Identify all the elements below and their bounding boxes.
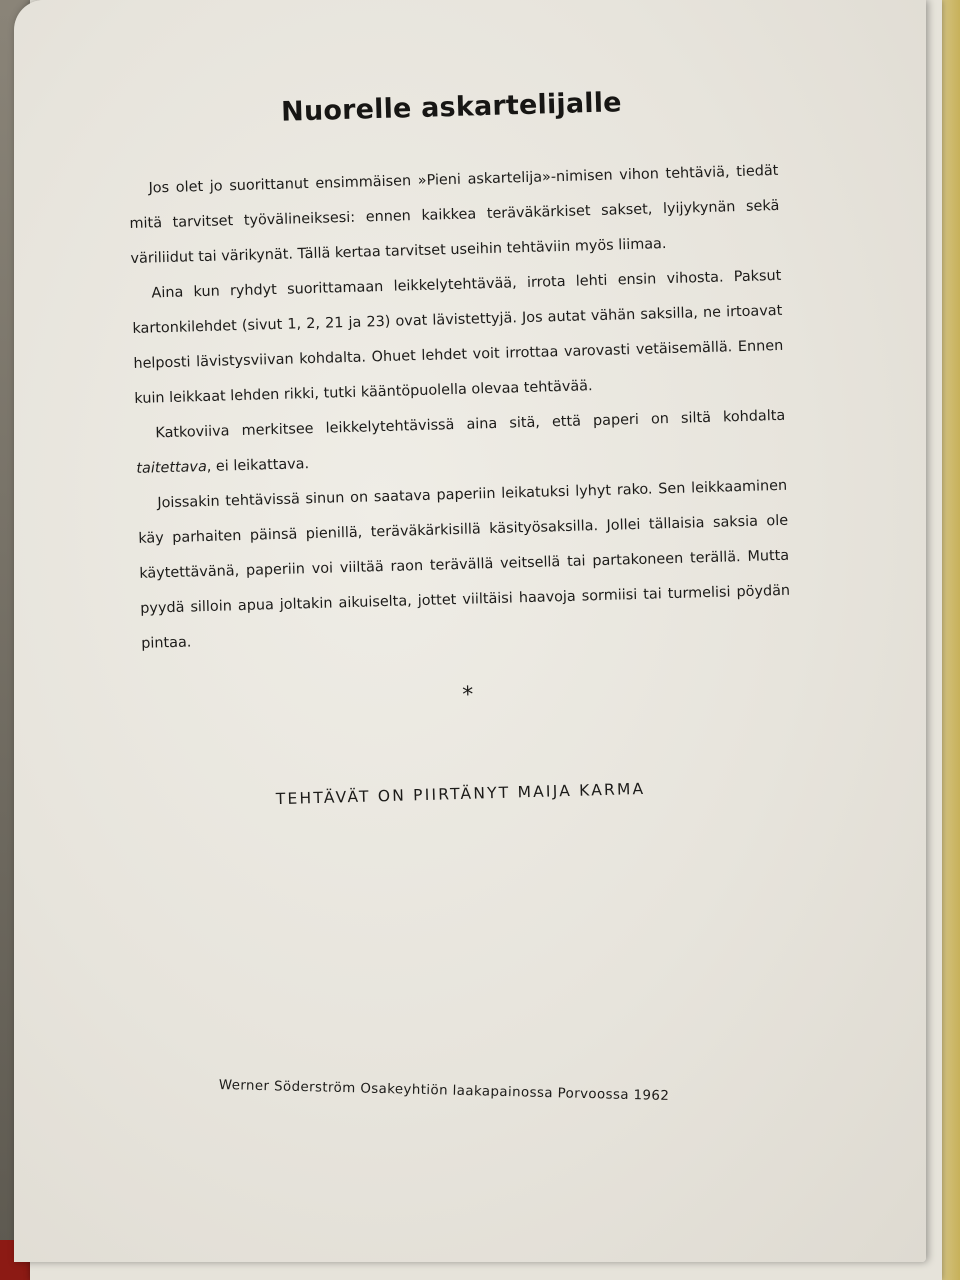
- paragraph-4: [137, 469, 792, 662]
- document-page: [14, 0, 926, 1262]
- paragraph-3-text: Katkoviiva merkitsee leikkelytehtävissä aina sitä, että paperi on siltä kohdalta: [155, 407, 786, 442]
- paragraph-1-text: Jos olet jo suorittanut ensimmäisen »Pieni askartelija»-nimisen vihon tehtäviä, tiedät mitä tarvitset työvälineiksesi: ennen kaikkea teräväkärkiset sakset, lyijykynän sekä väriliidut tai värikynät. Tällä kertaa tarvitset useihin tehtäviin myös liimaa.: [129, 162, 780, 268]
- page-content: [126, 83, 796, 812]
- paragraph-3-after: , ei leikattava.: [206, 456, 310, 475]
- paragraph-2: [131, 259, 785, 417]
- paragraph-2-text: Aina kun ryhdyt suorittamaan leikkelytehtävää, irrota lehti ensin vihosta. Paksut kartonkilehdet (sivut 1, 2, 21 ja 23) ovat lävistettyjä. Jos autat vähän saksilla, ne irtoavat helposti lävistysviivan kohdalta. Ohuet lehdet voit irrottaa varovasti vetäisemällä. Ennen kuin leikkaat lehden rikki, tutki kääntöpuolella olevaa tehtävää.: [132, 267, 784, 407]
- page-title: Nuorelle askartelijalle: [280, 87, 623, 128]
- paragraph-1: [128, 154, 781, 277]
- separator-asterisk: *: [462, 682, 474, 708]
- illustrator-credit: TEHTÄVÄT ON PIIRTÄNYT MAIJA KARMA: [275, 779, 646, 809]
- paragraph-4-text: Joissakin tehtävissä sinun on saatava paperiin leikatuksi lyhyt rako. Sen leikkaaminen käy parhaiten päinsä pienillä, teräväkärkisillä käsityösaksilla. Jollei tällaisia saksia ole käytettävänä, paperiin voi viiltää raon terävällä veitsellä tai partakoneen terällä. Mutta pyydä silloin apua joltakin aikuiselta, jottet viiltäisi haavoja sormiisi tai turmelisi pöydän pintaa.: [138, 477, 791, 652]
- paragraph-3-emphasis: taitettava: [136, 458, 208, 477]
- publisher-line: Werner Söderström Osakeyhtiön laakapainossa Porvoossa 1962: [218, 1078, 670, 1105]
